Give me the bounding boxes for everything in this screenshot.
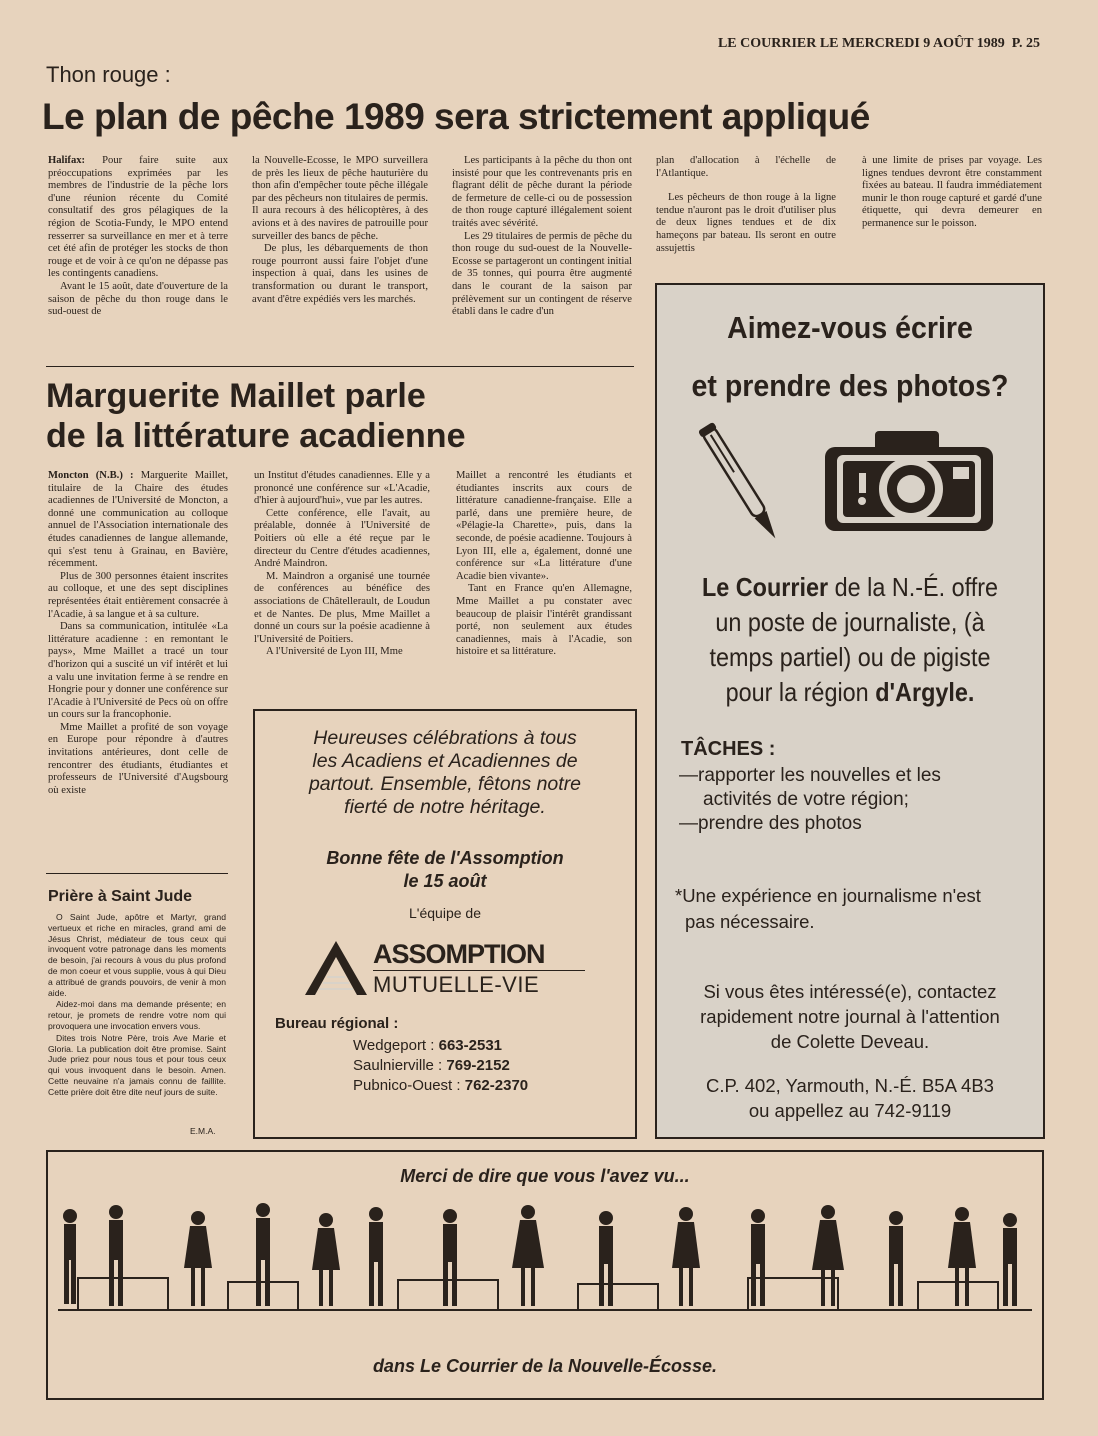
tache-line: —prendre des photos	[679, 813, 862, 834]
divider	[46, 366, 634, 367]
article-kicker: Thon rouge :	[46, 62, 171, 87]
greeting-line: Heureuses célébrations à tous	[313, 727, 577, 749]
greeting-line: les Acadiens et Acadiennes de	[312, 750, 578, 772]
office-phone: 769-2152	[446, 1057, 510, 1074]
offer-brand: Le Courrier	[701, 572, 829, 602]
offer-region: d'Argyle.	[875, 677, 975, 707]
ad-address	[657, 1073, 1043, 1123]
article1-text-1: Pour faire suite aux préoccupations exprimées par les membres de l'industrie de la pêche lors d'une réunion récente du Comité consultatif des gros pélagiques de la région de Scotia-Fundy, le MPO entend resserrer sa surveillance en mer et à terre cet été afin de protéger les stocks de thon rouge et de voir à ce qu'on ne dépasse pas les contingents canadiens.	[48, 155, 228, 280]
prayer-paragraph-1: O Saint Jude, apôtre et Martyr, grand vertueux et riche en miracles, grand ami de Jésus Christ, médiateur de tous ceux qui invoquent votre patronage dans les moments de besoin, j'ai recours à vous du plus profond de mon coeur et vous supplie, vous à qui Dieu a attribué de grands pouvoirs, de venir à mon aide.	[48, 912, 226, 998]
bureau-list	[353, 1036, 635, 1096]
prayer-text	[48, 912, 226, 1099]
article2-text-4: Mme Maillet a profité de son voyage en Europe pour répondre à d'autres invitations antérieures, dont celle de rencontrer des étudiants, étudiantes et professeurs de l'Université d'Augsbourg où existe	[48, 721, 228, 796]
assomption-equipe: L'équipe de	[409, 905, 481, 921]
assomption-logo	[303, 939, 635, 1001]
article1-dateline: Halifax:	[48, 155, 86, 166]
office-row	[353, 1036, 635, 1056]
note-line: pas nécessaire.	[685, 911, 815, 932]
assomption-fete	[255, 847, 635, 893]
phone-line: ou appellez au 742-9119	[748, 1100, 952, 1121]
offer-line: de la N.-É. offre	[834, 572, 999, 602]
article1-text-7: plan d'allocation à l'échelle de l'Atlantique.	[656, 155, 836, 179]
article2-text-5: un Institut d'études canadiennes. Elle y a prononcé une conférence sur «L'Acadie, d'hier à aujourd'hui», vue par les autres.	[254, 470, 430, 507]
banner-top-text: Merci de dire que vous l'avez vu...	[400, 1166, 690, 1186]
camera-icon	[819, 425, 999, 535]
logo-subtitle: MUTUELLE-VIE	[373, 972, 540, 997]
article1-column-5	[862, 155, 1042, 231]
assomption-greeting	[255, 727, 635, 819]
prayer-signature: E.M.A.	[190, 1126, 216, 1136]
fete-line: le 15 août	[403, 871, 487, 891]
courrier-ad-title	[672, 299, 1027, 415]
page-number: P. 25	[1011, 36, 1040, 51]
article1-text-4: De plus, les débarquements de thon rouge pourront aussi faire l'objet d'une inspection à quai, dans les usines de transformation ou durant le transport, avant d'être expédiés vers les marchés.	[252, 243, 428, 305]
article1-text-9: à une limite de prises par voyage. Les lignes tendues devront être constamment fixées au bateau. Il faudra immédiatement munir le thon rouge capturé et gardé d'une étiquette, qui devra demeurer en permanence sur le poisson.	[862, 155, 1042, 229]
article1-text-2: Avant le 15 août, date d'ouverture de la saison de pêche du thon rouge dans le sud-ouest de	[48, 280, 228, 318]
article2-text-10: Tant en France qu'en Allemagne, Mme Maillet a pu constater avec beaucoup de plaisir l'intérêt grandissant porté, non seulement aux études canadiennes, mais à l'Acadie, son histoire et sa littérature.	[456, 583, 632, 658]
bureau-title: Bureau régional :	[275, 1015, 399, 1032]
prayer-paragraph-2: Aidez-moi dans ma demande présente; en retour, je promets de rendre votre nom qui provoquera une invocation envers vous.	[48, 999, 226, 1031]
article2-text-3: Dans sa communication, intitulée «La littérature acadienne : en remontant le pays», Mme Maillet a tracé un tour d'horizon qui a suscité un vif intérêt et lui a valu une invitation ferme à se rendre en Hongrie pour y donner une conférence sur l'Acadie à l'Université de Pecs où on offre un cours sur la francophonie.	[48, 621, 228, 721]
office-name: Wedgeport :	[353, 1037, 435, 1054]
article2-column-3	[456, 470, 632, 659]
courrier-ad-offer	[676, 570, 1023, 710]
article2-dateline: Moncton (N.B.) :	[48, 470, 134, 481]
article2-text-8: A l'Université de Lyon III, Mme	[266, 646, 403, 658]
office-row	[353, 1076, 635, 1096]
office-phone: 762-2370	[464, 1077, 529, 1094]
offer-line: un poste de journaliste, (à	[715, 607, 985, 637]
tache-line: activités de votre région;	[703, 789, 909, 810]
pen-icon	[697, 410, 787, 560]
courrier-ad	[655, 283, 1045, 1139]
contact-line: Si vous êtes intéressé(e), contactez	[703, 981, 997, 1002]
taches-title: TÂCHES :	[681, 738, 776, 760]
greeting-line: fierté de notre héritage.	[344, 796, 546, 818]
article1-column-2	[252, 155, 428, 306]
office-phone: 663-2531	[438, 1037, 503, 1054]
ad-title-line: et prendre des photos?	[691, 368, 1009, 403]
article2-text-1: Marguerite Maillet, titulaire de la Chaire des études acadiennes de l'Université de Moncton, a donné une communication au colloque annuel de l'Association internationale des études canadiennes de langue allemande, qui s'est tenu à Grainau, en Bavière, récemment.	[48, 470, 229, 570]
article2-text-7: M. Maindron a organisé une tournée de conférences au bénéfice des associations de Châtellerault, de Loudun et de Nantes. De plus, Mme Maillet a donné un cours sur la poésie acadienne à l'Université de Poitiers.	[254, 570, 430, 645]
taches-list	[679, 764, 941, 836]
ad-contact	[657, 979, 1043, 1054]
contact-line: rapidement notre journal à l'attention	[700, 1006, 1000, 1027]
greeting-line: partout. Ensemble, fêtons notre	[308, 773, 582, 795]
article2-headline-line-1: Marguerite Maillet parle	[46, 377, 426, 415]
ad-note	[675, 883, 981, 935]
article1-column-1	[48, 155, 228, 319]
masthead	[600, 36, 1040, 52]
offer-line: pour la région	[725, 677, 869, 707]
shoppers-illustration	[58, 1198, 1032, 1348]
prayer-title: Prière à Saint Jude	[48, 888, 193, 905]
office-name: Saulnierville :	[353, 1057, 443, 1074]
article2-text-9: Maillet a rencontré les étudiants et étudiantes inscrits aux cours de littérature canadienne-française. Elle a parlé, dans une première heure, de «Pélagie-la Charette», puis, dans la seconde, de poésie acadienne. Toujours à Lyon III, elle a, également, donné une conférence sur «La littérature d'une Acadie bien vivante».	[456, 470, 632, 582]
note-line: *Une expérience en journalisme n'est	[675, 885, 981, 906]
contact-line: de Colette Deveau.	[770, 1031, 930, 1052]
address-line: C.P. 402, Yarmouth, N.-É. B5A 4B3	[706, 1075, 994, 1096]
divider	[373, 970, 585, 971]
article1-text-3: la Nouvelle-Ecosse, le MPO surveillera de près les lieux de pêche hauturière du thon afin d'empêcher toute pêche illégale par des pêcheurs non titulaires de permis. Il aura recours à des hélicoptères, à des avions et à des navires de patrouille pour surveiller des bancs de pêche.	[252, 155, 428, 242]
ad-title-line: Aimez-vous écrire	[727, 310, 973, 345]
article2-column-1	[48, 470, 228, 797]
article2-text-2: Plus de 300 personnes étaient inscrites au colloque, et une des sept disciplines représentées était entièrement consacrée à l'Acadie, à sa langue et à sa culture.	[48, 570, 228, 620]
offer-line: temps partiel) ou de pigiste	[709, 642, 991, 672]
article1-text-6: Les 29 titulaires de permis de pêche du thon rouge du sud-ouest de la Nouvelle-Ecosse se partageront un contingent initial de 35 tonnes, qui pourra être augmenté dans le courant de la saison par prélèvement sur un contingent de réserve établi dans le cadre d'un	[452, 230, 632, 318]
article2-headline	[46, 376, 646, 456]
article2-column-2	[254, 470, 430, 659]
logo-title: ASSOMPTION	[373, 939, 545, 969]
bottom-banner	[46, 1150, 1044, 1400]
assomption-ad	[253, 709, 637, 1139]
assomption-logo-icon	[303, 939, 369, 997]
office-row	[353, 1056, 635, 1076]
fete-line: Bonne fête de l'Assomption	[326, 848, 564, 868]
article1-column-4	[656, 155, 836, 255]
prayer-paragraph-3: Dites trois Notre Père, trois Ave Marie et Gloria. La publication doit être promise. Saint Jude priez pour nous tous et pour tous ceux qui vous invoquent dans le besoin. Amen. Cette neuvaine n'a jamais connu de faillite. Cette prière doit être dite neuf jours de suite.	[48, 1032, 226, 1097]
banner-bottom-text: dans Le Courrier de la Nouvelle-Écosse.	[372, 1356, 718, 1376]
tache-line: —rapporter les nouvelles et les	[679, 765, 941, 786]
divider	[46, 873, 228, 874]
article1-text-5: Les participants à la pêche du thon ont insisté pour que les contrevenants pris en flagrant délit de pêche durant la période de fermeture de celle-ci ou de possession de thon rouge capturé illégalement soient traités avec sévérité.	[452, 155, 632, 229]
office-name: Pubnico-Ouest :	[353, 1077, 461, 1094]
masthead-date: LE COURRIER LE MERCREDI 9 AOÛT 1989	[717, 36, 1005, 51]
page-title: Le plan de pêche 1989 sera strictement appliqué	[42, 96, 870, 137]
article1-column-3	[452, 155, 632, 319]
article2-text-6: Cette conférence, elle l'avait, au préalable, donnée à l'Université de Poitiers où elle a été reçue par le directeur du Centre d'études acadiennes, André Maindron.	[254, 507, 430, 570]
article1-text-8: Les pêcheurs de thon rouge à la ligne tendue n'auront pas le droit d'utiliser plus de deux lignes tendues et de dix hameçons par bateau. Ils seront en outre assujettis	[656, 192, 836, 254]
article2-headline-line-2: de la littérature acadienne	[46, 417, 466, 455]
